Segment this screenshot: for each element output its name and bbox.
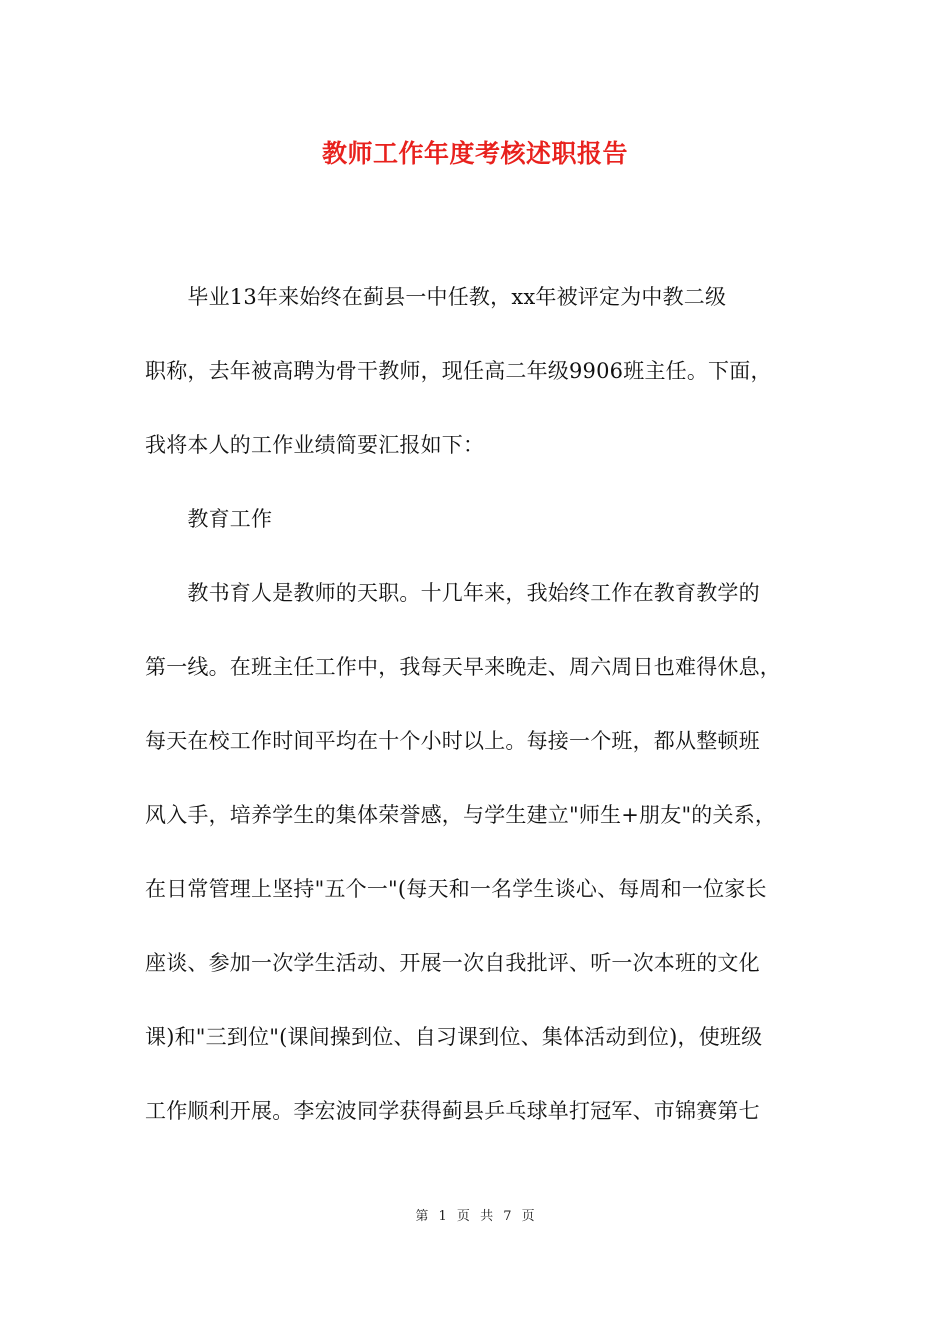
footer-label-page: 第 — [415, 1209, 429, 1224]
paragraph-line-8: 风入手，培养学生的集体荣誉感，与学生建立"师生+朋友"的关系， — [145, 803, 777, 827]
paragraph-line-3: 我将本人的工作业绩简要汇报如下： — [145, 433, 485, 457]
paragraph-line-11: 课)和"三到位"(课间操到位、自习课到位、集体活动到位)，使班级 — [145, 1025, 763, 1049]
paragraph-line-1: 毕业13年来始终在蓟县一中任教，xx年被评定为中教二级 — [145, 285, 727, 309]
paragraph-line-6: 第一线。在班主任工作中，我每天早来晚走、周六周日也难得休息， — [145, 655, 781, 679]
section-heading-education: 教育工作 — [145, 507, 273, 531]
footer-label-ye: 页 — [456, 1209, 470, 1224]
footer-total-pages: 7 — [503, 1209, 512, 1224]
paragraph-line-12: 工作顺利开展。李宏波同学获得蓟县乒乓球单打冠军、市锦赛第七 — [145, 1099, 760, 1123]
paragraph-line-7: 每天在校工作时间平均在十个小时以上。每接一个班，都从整顿班 — [145, 729, 760, 753]
paragraph-line-2: 职称，去年被高聘为骨干教师，现任高二年级9906班主任。下面， — [145, 359, 772, 383]
footer-label-ye2: 页 — [521, 1209, 535, 1224]
footer-label-total: 共 — [480, 1209, 494, 1224]
footer-current-page: 1 — [438, 1209, 447, 1224]
paragraph-line-5: 教书育人是教师的天职。十几年来，我始终工作在教育教学的 — [145, 581, 760, 605]
document-title: 教师工作年度考核述职报告 — [321, 139, 628, 168]
page-footer — [0, 1207, 950, 1227]
paragraph-line-9: 在日常管理上坚持"五个一"(每天和一名学生谈心、每周和一位家长 — [145, 877, 767, 901]
paragraph-line-10: 座谈、参加一次学生活动、开展一次自我批评、听一次本班的文化 — [145, 951, 760, 975]
